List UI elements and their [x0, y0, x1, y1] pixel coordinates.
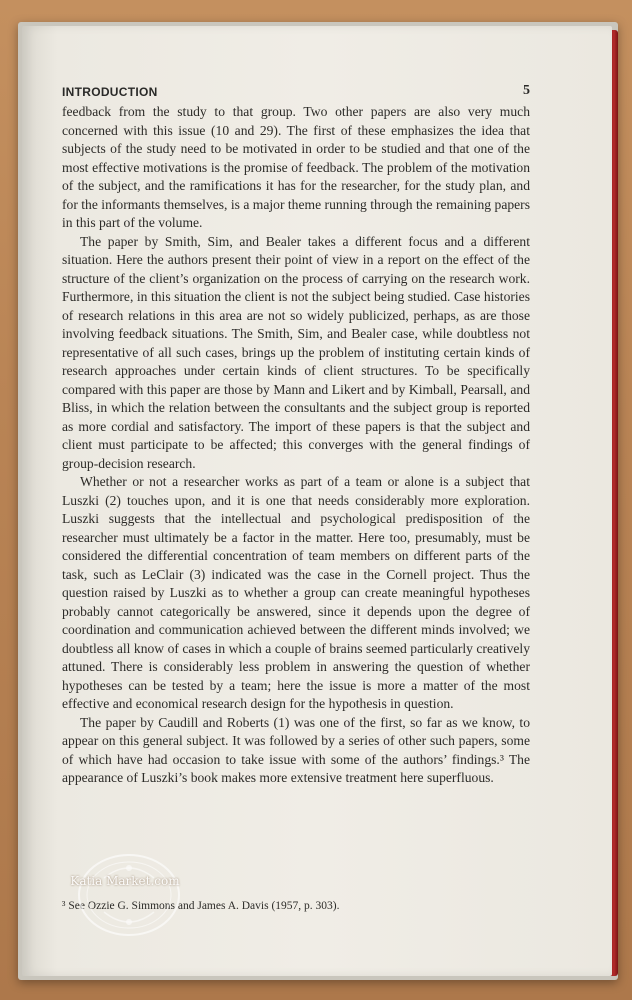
- watermark-text: Katia Market.com: [70, 874, 180, 888]
- paragraph: Whether or not a researcher works as part of a team or alone is a subject that Luszki (2) touches upon, and it is one that needs considerably more exploration. Luszki suggests that the intellectual and psychological predisposition of the researcher must ultimately be a factor in the matter. Here too, presumably, must be considered the differential concentration of team members on different parts of the task, such as LeClair (3) indicated was the case in the Cornell project. Thus the question raised by Luszki as to whether a group can create meaningful hypotheses probably cannot categorically be answered, since it depends upon the degree of coordination and communication achieved between the different minds involved; we doubtless all know of cases in which a couple of brains seemed particularly creatively attuned. There is considerably less problem in answering the question of whether hypotheses can be tested by a team; here the issue is more a matter of the most effective and economical research design for the hypothesis in question.: [62, 474, 530, 711]
- page-number: 5: [523, 83, 530, 98]
- body-text: [62, 103, 530, 788]
- running-title: INTRODUCTION: [62, 85, 158, 99]
- paragraph: feedback from the study to that group. Two other papers are also very much concerned with this issue (10 and 29). The first of these emphasizes the idea that subjects of the study need to be motivated in order to be studied and that one of the most effective motivations is the promise of feedback. The problem of the motivation of the subject, and the ramifications it has for the researcher, for the study plan, and for the informants themselves, is a major theme running through the remaining papers in this part of the volume.: [62, 104, 530, 230]
- watermark-seal-icon: [74, 850, 184, 940]
- footnote: ³ See Ozzie G. Simmons and James A. Davis (1957, p. 303).: [62, 900, 340, 912]
- paragraph: The paper by Caudill and Roberts (1) was one of the first, so far as we know, to appear on this general subject. It was followed by a series of other such papers, some of which have had occasion to take issue with some of the authors’ findings.³ The appearance of Luszki’s book makes more extensive treatment here superfluous.: [62, 714, 530, 785]
- paragraph: The paper by Smith, Sim, and Bealer takes a different focus and a different situation. Here the authors present their point of view in a report on the effect of the structure of the client’s organization on the process of carrying on the research work. Furthermore, in this situation the client is not the subject being studied. Case histories of research relations in this area are not so widely publicized, perhaps, as are those involving feedback situations. The Smith, Sim, and Bealer case, while doubtless not representative of all such cases, brings up the problem of instituting certain kinds of research approaches under certain kinds of client structures. To be specifically compared with this paper are those by Mann and Likert and by Kimball, Pearsall, and Bliss, in which the relation between the consultants and the subject group is reported as more cordial and satisfactory. The import of these papers is that the subject and client must participate to be affected; this converges with the general findings of group-decision research.: [62, 233, 530, 471]
